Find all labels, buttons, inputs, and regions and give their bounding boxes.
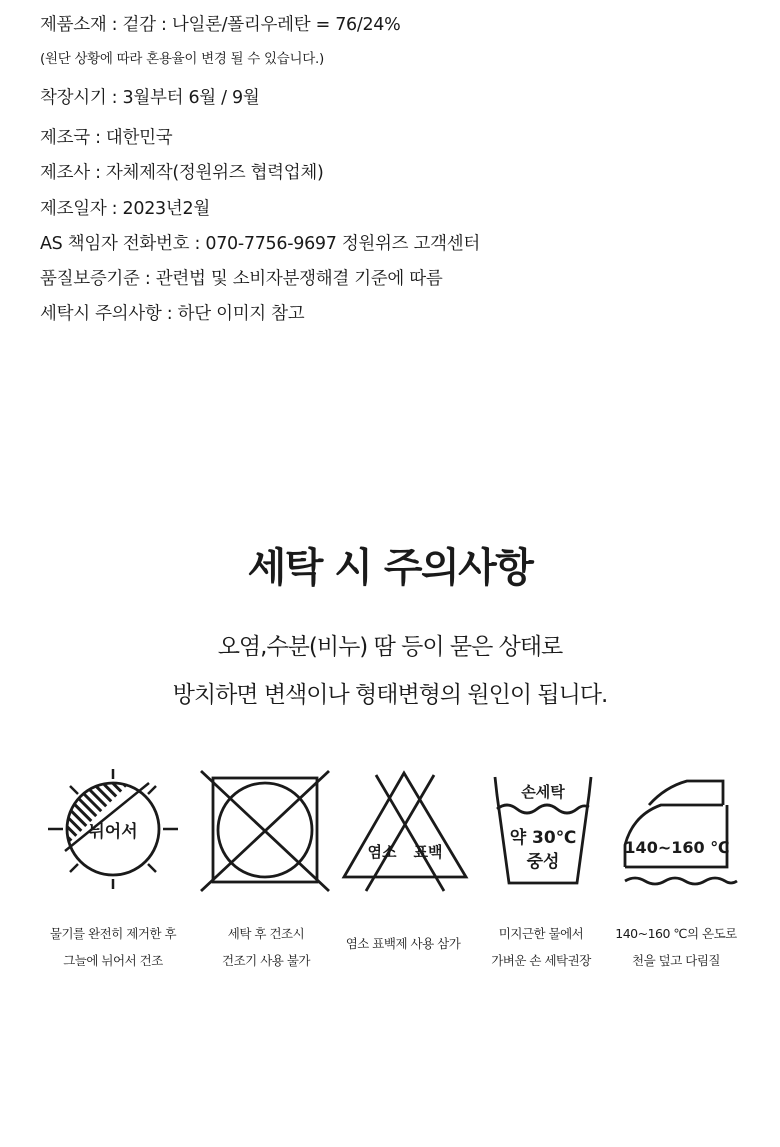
caption-line: 가벼운 손 세탁권장 — [491, 953, 591, 968]
info-care-note: 세탁시 주의사항 : 하단 이미지 참고 — [40, 304, 305, 324]
hand-wash-label-top: 손세탁 — [521, 783, 565, 801]
caption-line: 건조기 사용 불가 — [222, 953, 310, 968]
caption-line: 세탁 후 건조시 — [227, 926, 305, 941]
care-subtitle-line-2: 방치하면 변색이나 형태변형의 원인이 됩니다. — [172, 682, 608, 708]
info-warranty: 품질보증기준 : 관련법 및 소비자분쟁해결 기준에 따름 — [40, 269, 443, 289]
info-manufacturer: 제조사 : 자체제작(정원위즈 협력업체) — [40, 163, 324, 183]
caption-line: 물기를 완전히 제거한 후 — [49, 926, 177, 941]
hand-wash-label-bottom: 중성 — [526, 852, 560, 872]
caption-line: 미지근한 물에서 — [498, 926, 584, 941]
care-title: 세탁 시 주의사항 — [247, 545, 533, 591]
info-season: 착장시기 : 3월부터 6월 / 9월 — [40, 88, 260, 108]
care-subtitle-line-1: 오염,수분(비누) 땀 등이 묻은 상태로 — [217, 634, 563, 660]
info-country: 제조국 : 대한민국 — [40, 128, 173, 148]
caption-line: 140~160 ℃의 온도로 — [615, 926, 737, 941]
iron-temp-label: 140~160 ℃ — [624, 838, 730, 857]
caption-no-bleach — [323, 930, 483, 957]
caption-shade-dry — [33, 920, 193, 974]
hand-wash-icon — [479, 765, 619, 900]
info-material-note: (원단 상황에 따라 혼용율이 변경 될 수 있습니다.) — [40, 51, 324, 67]
info-material: 제품소재 : 겉감 : 나일론/폴리우레탄 = 76/24% — [40, 15, 401, 35]
info-date: 제조일자 : 2023년2월 — [40, 199, 210, 219]
caption-iron — [596, 920, 756, 974]
shade-dry-label: 뉘어서 — [88, 822, 138, 842]
shade-dry-icon — [43, 765, 183, 900]
caption-line: 그늘에 뉘어서 건조 — [63, 953, 163, 968]
no-bleach-label-right: 표백 — [413, 843, 443, 861]
hand-wash-label-mid: 약 30℃ — [509, 828, 577, 848]
no-bleach-icon — [336, 765, 476, 900]
caption-line: 염소 표백제 사용 삼가 — [345, 936, 461, 951]
no-tumble-dry-icon — [195, 765, 335, 900]
caption-line: 천을 덮고 다림질 — [632, 953, 720, 968]
info-as-contact: AS 책임자 전화번호 : 070-7756-9697 정원위즈 고객센터 — [40, 234, 480, 254]
caption-no-tumble-dry — [186, 920, 346, 974]
no-bleach-label-left: 염소 — [367, 843, 397, 861]
iron-with-cloth-icon — [619, 765, 759, 900]
